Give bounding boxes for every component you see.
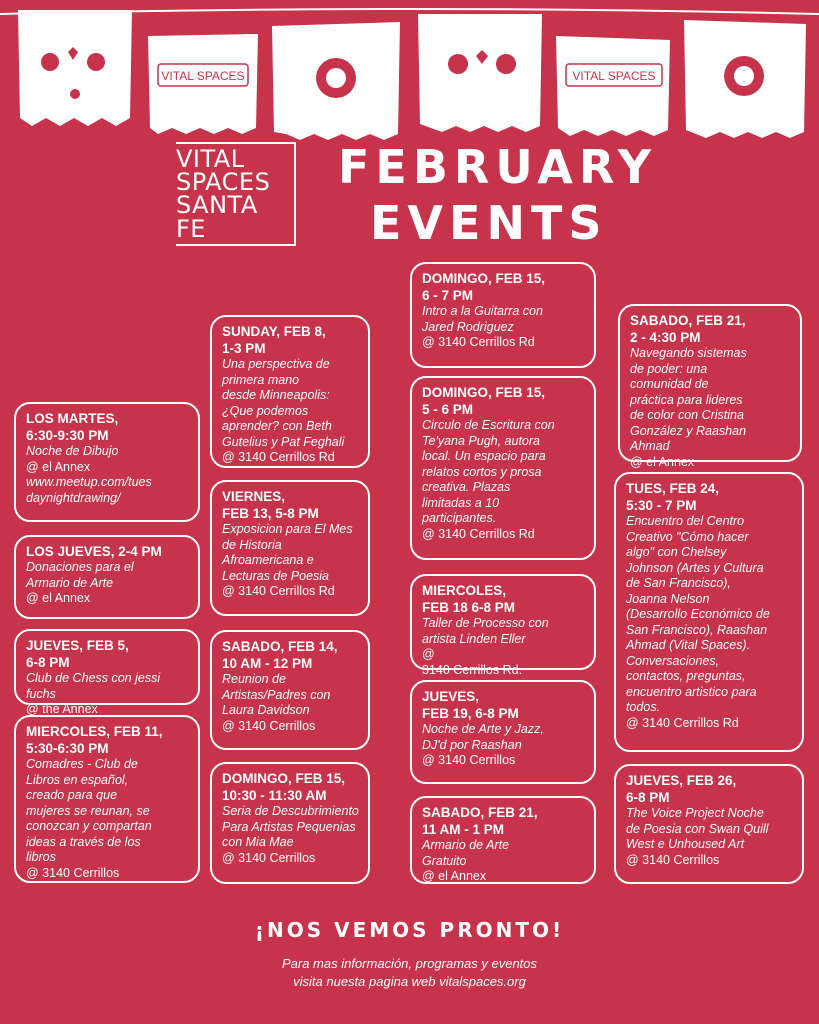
event-card (210, 315, 370, 468)
event-loc-line: 3140 Cerrillos Rd. (422, 662, 523, 677)
event-desc-line: González y Raashan (630, 423, 747, 438)
event-loc-line: @ 3140 Cerrillos Rd (222, 450, 335, 464)
event-desc-line: local. Un espacio para (422, 449, 546, 463)
event-heading-line: 6-8 PM (626, 790, 670, 805)
event-heading-line: JUEVES, FEB 26, (626, 773, 737, 788)
event-desc-line: de Historia (222, 537, 282, 552)
flag-2-text: VITAL SPACES (161, 69, 245, 83)
flag-1 (18, 10, 132, 126)
footer-line-2: visita nuesta pagina web vitalspaces.org (293, 974, 526, 989)
event-desc-line: Conversaciones, (626, 653, 720, 668)
event-loc-line: @ 3140 Cerrillos (222, 850, 316, 865)
event-desc-line: con Mia Mae (222, 835, 294, 849)
vital-spaces-logo (176, 142, 296, 246)
event-desc-line: Noche de Dibujo (26, 444, 119, 458)
event-extra-line: www.meetup.com/tues (26, 475, 152, 489)
event-heading-line: JUEVES, FEB 5, (26, 638, 129, 653)
event-heading-line: DOMINGO, FEB 15, (222, 771, 346, 786)
event-desc-line: de Poesia con Swan Quill (626, 821, 769, 836)
event-heading-line: 6 - 7 PM (422, 288, 474, 303)
event-heading-line: 11 AM - 1 PM (422, 822, 505, 837)
event-heading-line: SUNDAY, FEB 8, (222, 324, 326, 339)
event-desc-line: ¿Que podemos (222, 403, 309, 418)
logo-line-3: SANTA (176, 191, 258, 219)
event-desc-line: conozcan y compartan (26, 819, 152, 833)
event-card (210, 630, 370, 750)
event-heading-line: SABADO, FEB 21, (422, 805, 538, 820)
footer-title: ¡NOS VEMOS PRONTO! (254, 918, 565, 942)
event-loc-line: @ 3140 Cerrillos Rd (222, 584, 335, 598)
event-card (614, 764, 804, 884)
logo-line-2: SPACES (176, 168, 271, 196)
event-desc-line: Circulo de Escritura con (422, 418, 555, 432)
event-desc-line: Gratuito (422, 853, 467, 868)
flag-5 (556, 36, 670, 136)
event-heading-line: 6:30-9:30 PM (26, 428, 109, 443)
event-card (618, 304, 802, 469)
event-desc-line: Laura Davidson (222, 703, 310, 717)
event-desc-line: The Voice Project Noche (626, 806, 764, 820)
event-card (410, 796, 596, 884)
event-desc-line: relatos cortos y prosa (422, 464, 542, 479)
event-card (410, 376, 596, 560)
event-heading-line: 6-8 PM (26, 655, 70, 670)
event-desc-line: Navegando sistemas (630, 346, 747, 360)
event-desc-line: Artistas/Padres con (222, 687, 331, 702)
event-heading-line: TUES, FEB 24, (626, 481, 720, 496)
event-desc-line: Taller de Processo con (422, 616, 549, 630)
event-desc-line: encuentro artistico para (626, 684, 757, 699)
event-heading-line: FEB 19, 6-8 PM (422, 706, 519, 721)
event-desc-line: artista Linden Eller (422, 631, 526, 646)
event-desc-line: Te'yana Pugh, autora (422, 433, 540, 448)
event-card (14, 629, 200, 716)
event-heading-line: LOS MARTES, (26, 411, 119, 426)
event-desc-line: DJ'd por Raashan (422, 737, 522, 752)
event-heading-line: VIERNES, (222, 489, 286, 504)
event-card (14, 715, 200, 883)
event-desc-line: Ahmad (Vital Spaces). (626, 638, 751, 652)
footer-text (0, 955, 819, 991)
event-heading-line: DOMINGO, FEB 15, (422, 271, 546, 286)
event-desc-line: Creativo "Cómo hacer (626, 529, 749, 544)
event-loc-line: @ 3140 Cerrillos (626, 852, 720, 867)
event-heading-line: MIERCOLES, FEB 11, (26, 724, 163, 739)
logo-line-1: VITAL (176, 145, 245, 173)
event-heading-line: 5:30 - 7 PM (626, 498, 697, 513)
event-desc-line: Armario de Arte (26, 575, 114, 590)
event-card (410, 262, 596, 368)
flag-3 (272, 22, 400, 140)
logo-line-4: FE (176, 215, 206, 243)
event-loc-line: @ the Annex (26, 702, 98, 716)
event-desc-line: primera mano (222, 372, 300, 387)
event-desc-line: Para Artistas Pequenias (222, 819, 356, 834)
event-heading-line: SABADO, FEB 14, (222, 639, 338, 654)
event-card (410, 680, 596, 784)
event-desc-line: libros (26, 850, 56, 864)
event-desc-line: mujeres se reunan, se (26, 803, 150, 818)
page-title-line-1: FEBRUARY (338, 140, 658, 194)
event-desc-line: Una perspectiva de (222, 357, 330, 371)
page-title-line-2: EVENTS (370, 196, 608, 250)
event-heading-line: 10 AM - 12 PM (222, 656, 313, 671)
event-loc-line: @ el Annex (26, 459, 91, 474)
event-desc-line: Lecturas de Poesia (222, 568, 330, 583)
event-heading-line: 1-3 PM (222, 341, 266, 356)
event-desc-line: Jared Rodriguez (422, 319, 514, 334)
event-heading-line: 10:30 - 11:30 AM (222, 788, 327, 803)
event-loc-line: @ 3140 Cerrillos Rd (422, 526, 535, 541)
event-desc-line: West e Unhoused Art (626, 837, 745, 851)
event-desc-line: Seria de Descubrimiento (222, 804, 359, 818)
event-heading-line: SABADO, FEB 21, (630, 313, 746, 328)
event-heading-line: LOS JUEVES, 2-4 PM (26, 544, 162, 559)
event-desc-line: Joanna Nelson (626, 591, 710, 606)
event-desc-line: Ahmad (630, 439, 670, 453)
event-heading-line: 5:30-6:30 PM (26, 741, 109, 756)
event-desc-line: fuchs (26, 686, 56, 701)
event-desc-line: Noche de Arte y Jazz, (422, 722, 544, 736)
event-extra-line: daynightdrawing/ (26, 490, 121, 505)
event-desc-line: creado para que (26, 788, 118, 802)
event-desc-line: contactos, preguntas, (626, 669, 746, 683)
event-desc-line: ideas a través de los (26, 834, 141, 849)
event-desc-line: Johnson (Artes y Cultura (626, 560, 764, 575)
event-loc-line: @ el Annex (26, 591, 91, 605)
event-desc-line: (Desarrollo Económico de (626, 607, 770, 621)
papel-picado-banner (0, 0, 819, 140)
event-loc-line: @ el Annex (630, 454, 695, 469)
event-desc-line: limitadas a 10 (422, 495, 500, 510)
event-card (210, 762, 370, 884)
flag-6 (684, 20, 806, 138)
event-heading-line: DOMINGO, FEB 15, (422, 385, 546, 400)
event-desc-line: de San Francisco), (626, 576, 731, 590)
event-loc-line: @ 3140 Cerrillos (26, 865, 120, 880)
event-card (210, 480, 370, 616)
event-desc-line: Libros en español, (26, 772, 129, 787)
event-loc-line: @ (422, 647, 435, 661)
event-desc-line: Gutelius y Pat Feghali (222, 434, 345, 449)
flag-4 (418, 14, 542, 132)
event-loc-line: @ 3140 Cerrillos (222, 718, 316, 733)
event-desc-line: Afroamericana e (222, 553, 314, 567)
event-desc-line: Encuentro del Centro (626, 514, 745, 528)
event-desc-line: de color con Cristina (630, 408, 744, 422)
event-loc-line: @ 3140 Cerrillos Rd (422, 335, 535, 349)
event-desc-line: Club de Chess con jessi (26, 671, 161, 685)
event-desc-line: Comadres - Club de (26, 757, 138, 771)
event-card (410, 574, 596, 677)
event-desc-line: San Francisco), Raashan (626, 622, 768, 637)
event-loc-line: @ el Annex (422, 869, 487, 883)
flag-5-text: VITAL SPACES (572, 69, 656, 83)
event-desc-line: Intro a la Guitarra con (422, 304, 543, 318)
event-heading-line: FEB 18 6-8 PM (422, 600, 516, 615)
event-heading-line: MIERCOLES, (422, 583, 507, 598)
flag-2 (148, 34, 258, 134)
event-heading-line: FEB 13, 5-8 PM (222, 506, 319, 521)
event-desc-line: de poder: una (630, 361, 708, 376)
event-card (14, 535, 200, 619)
event-heading-line: 5 - 6 PM (422, 402, 474, 417)
footer-line-1: Para mas información, programas y eventos (281, 956, 538, 971)
event-heading-line: 2 - 4:30 PM (630, 330, 701, 345)
event-desc-line: todos. (626, 700, 661, 714)
event-card (14, 402, 200, 522)
event-loc-line: @ 3140 Cerrillos Rd (626, 715, 739, 730)
event-desc-line: participantes. (422, 511, 497, 525)
event-heading-line: JUEVES, (422, 689, 480, 704)
event-loc-line: @ 3140 Cerrillos (422, 753, 516, 767)
event-desc-line: Donaciones para el (26, 560, 134, 574)
event-desc-line: desde Minneapolis: (222, 388, 330, 402)
event-desc-line: comunidad de (630, 377, 709, 391)
event-desc-line: creativa. Plazas (422, 480, 511, 494)
event-desc-line: práctica para lideres (630, 392, 743, 407)
event-card (614, 472, 804, 752)
event-desc-line: Armario de Arte (422, 838, 510, 852)
event-desc-line: algo" con Chelsey (626, 545, 727, 559)
event-desc-line: Exposicion para El Mes (222, 522, 353, 536)
event-desc-line: aprender? con Beth (222, 419, 332, 433)
event-desc-line: Reunion de (222, 672, 286, 686)
